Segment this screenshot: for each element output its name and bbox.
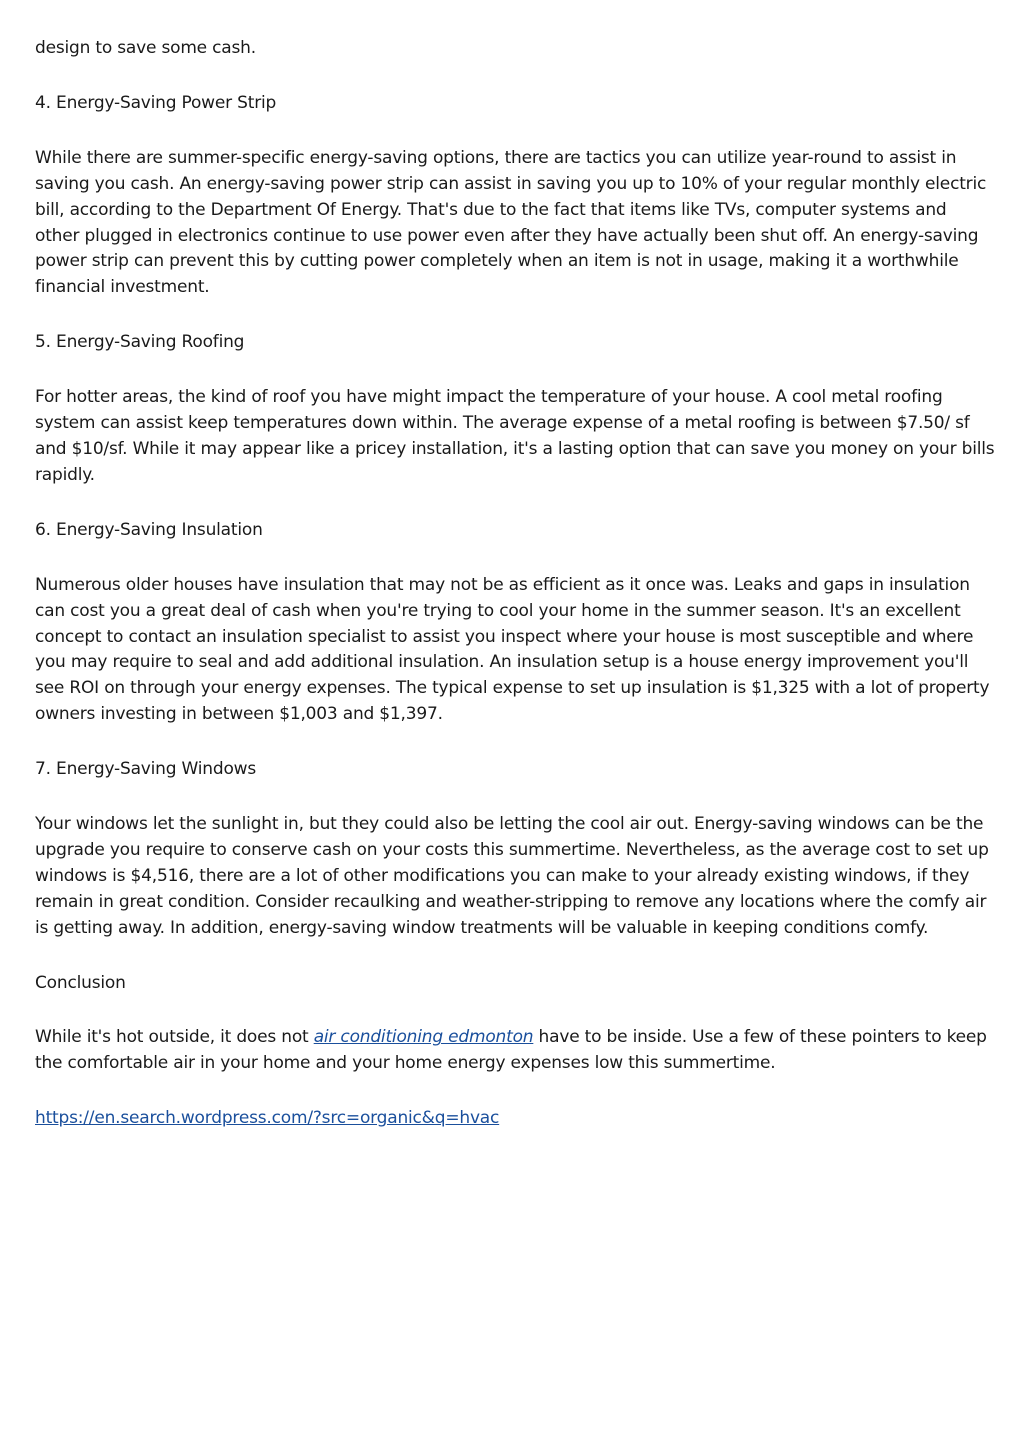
air-conditioning-link[interactable]: air conditioning edmonton: [313, 1027, 534, 1048]
heading-insulation: 6. Energy-Saving Insulation: [35, 519, 263, 540]
conclusion-text-after: have to be inside. Use a few of these pointers to keep the comfortable air in your home and your home energy expenses low this summertime.: [35, 1027, 987, 1074]
paragraph-windows: Your windows let the sunlight in, but they could also be letting the cool air out. Energy-saving windows can be the upgrade you require to conserve cash on your costs this summertime. Nevertheless, as the average cost to set up windows is $4,516, there are a lot of other modifications you can make to your already existing windows, if they remain in great condition. Consider recaulking and weather-stripping to remove any locations where the comfy air is getting away. In addition, energy-saving window treatments will be valuable in keeping conditions comfy.: [35, 814, 989, 938]
paragraph-intro-tail: design to save some cash.: [35, 38, 256, 58]
heading-windows: 7. Energy-Saving Windows: [35, 759, 257, 780]
paragraph-conclusion: [35, 1025, 995, 1077]
heading-conclusion: Conclusion: [35, 972, 126, 993]
document-page: [35, 36, 995, 1161]
heading-power-strip: 4. Energy-Saving Power Strip: [35, 92, 277, 113]
wordpress-search-link[interactable]: https://en.search.wordpress.com/?src=organic&q=hvac: [35, 1108, 500, 1129]
conclusion-text-before: While it's hot outside, it does not: [35, 1027, 314, 1048]
heading-roofing: 5. Energy-Saving Roofing: [35, 332, 245, 353]
paragraph-roofing: For hotter areas, the kind of roof you have might impact the temperature of your house. A cool metal roofing system can assist keep temperatures down within. The average expense of a metal roofing is between $7.50/ sf and $10/sf. While it may appear like a pricey installation, it's a lasting option that can save you money on your bills rapidly.: [35, 387, 995, 485]
paragraph-power-strip: While there are summer-specific energy-saving options, there are tactics you can utilize year-round to assist in saving you cash. An energy-saving power strip can assist in saving you up to 10% of your regular monthly electric bill, according to the Department Of Energy. That's due to the fact that items like TVs, computer systems and other plugged in electronics continue to use power even after they have actually been shut off. An energy-saving power strip can prevent this by cutting power completely when an item is not in usage, making it a worthwhile financial investment.: [35, 147, 987, 298]
paragraph-insulation: Numerous older houses have insulation that may not be as efficient as it once was. Leaks and gaps in insulation can cost you a great deal of cash when you're trying to cool your home in the summer season. It's an excellent concept to contact an insulation specialist to assist you inspect where your house is most susceptible and where you may require to seal and add additional insulation. An insulation setup is a house energy improvement you'll see ROI on through your energy expenses. The typical expense to set up insulation is $1,325 with a lot of property owners investing in between $1,003 and $1,397.: [35, 574, 990, 725]
url-paragraph: [35, 1106, 995, 1132]
